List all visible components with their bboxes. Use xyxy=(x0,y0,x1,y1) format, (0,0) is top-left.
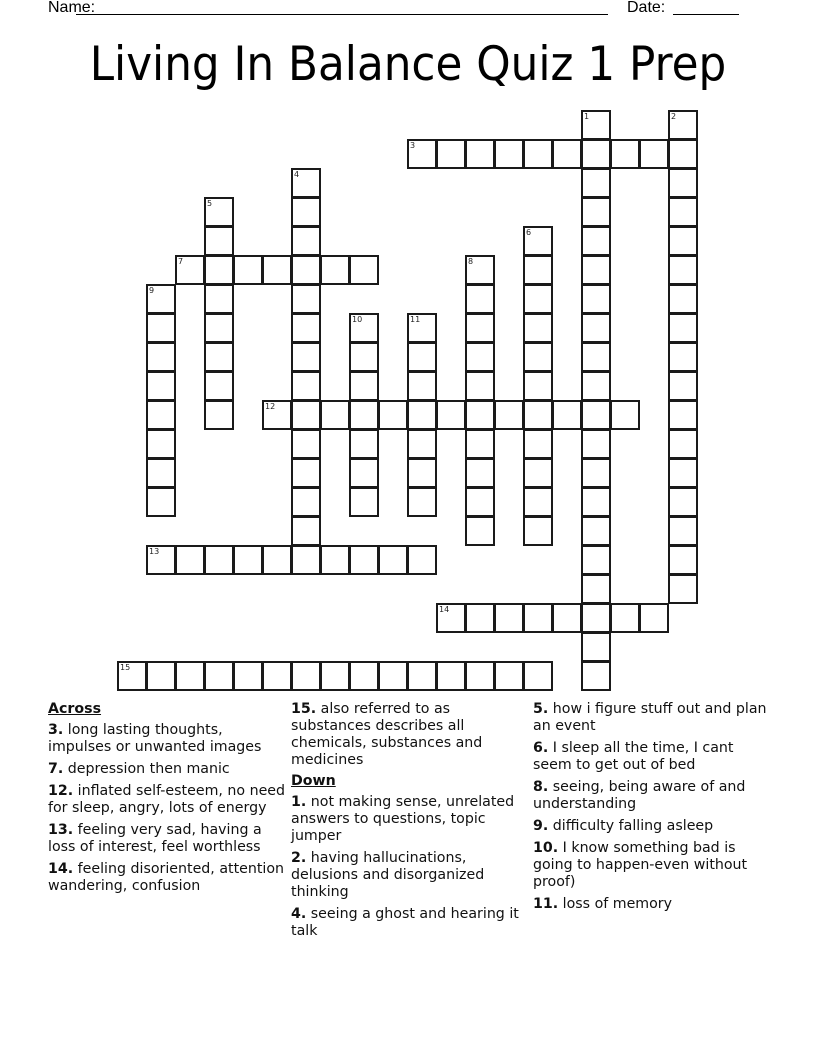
grid-cell[interactable] xyxy=(146,371,176,401)
grid-cell[interactable] xyxy=(465,139,495,169)
grid-cell[interactable] xyxy=(668,429,698,459)
grid-cell[interactable] xyxy=(291,313,321,343)
grid-cell[interactable] xyxy=(668,458,698,488)
grid-cell[interactable] xyxy=(581,632,611,662)
grid-cell[interactable] xyxy=(349,400,379,430)
grid-cell[interactable] xyxy=(233,545,263,575)
grid-cell[interactable] xyxy=(204,313,234,343)
grid-cell[interactable] xyxy=(581,661,611,691)
grid-cell[interactable] xyxy=(668,110,698,140)
grid-cell[interactable] xyxy=(349,255,379,285)
grid-cell[interactable] xyxy=(291,168,321,198)
grid-cell[interactable] xyxy=(407,342,437,372)
clue-down-2: 2. having hallucinations, delusions and disorganized thinking xyxy=(291,850,485,900)
grid-cell[interactable] xyxy=(523,313,553,343)
grid-cell[interactable] xyxy=(465,313,495,343)
grid-cell[interactable] xyxy=(349,487,379,517)
page-title: Living In Balance Quiz 1 Prep xyxy=(89,37,727,92)
grid-cell[interactable] xyxy=(668,226,698,256)
clues-column-1 xyxy=(48,701,288,900)
grid-cell[interactable] xyxy=(146,342,176,372)
clue-number-label: 8 xyxy=(468,257,474,266)
grid-cell[interactable] xyxy=(291,661,321,691)
grid-cell[interactable] xyxy=(146,313,176,343)
grid-cell[interactable] xyxy=(523,139,553,169)
clue-across-3: 3. long lasting thoughts, impulses or unwanted images xyxy=(48,722,262,755)
grid-cell[interactable] xyxy=(262,255,292,285)
grid-cell[interactable] xyxy=(407,545,437,575)
grid-cell[interactable] xyxy=(436,603,466,633)
date-field[interactable] xyxy=(673,14,739,15)
grid-cell[interactable] xyxy=(581,168,611,198)
name-field[interactable] xyxy=(76,14,608,15)
grid-cell[interactable] xyxy=(523,342,553,372)
grid-cell[interactable] xyxy=(494,139,524,169)
grid-cell[interactable] xyxy=(465,603,495,633)
clue-number-label: 1 xyxy=(584,112,590,121)
grid-cell[interactable] xyxy=(581,545,611,575)
grid-cell[interactable] xyxy=(581,603,611,633)
grid-cell[interactable] xyxy=(610,139,640,169)
grid-cell[interactable] xyxy=(610,603,640,633)
grid-cell[interactable] xyxy=(175,661,205,691)
clue-number-label: 4 xyxy=(294,170,300,179)
grid-cell[interactable] xyxy=(291,226,321,256)
grid-cell[interactable] xyxy=(581,197,611,227)
grid-cell[interactable] xyxy=(581,226,611,256)
grid-cell[interactable] xyxy=(523,371,553,401)
clue-down-9: 9. difficulty falling asleep xyxy=(533,818,714,834)
grid-cell[interactable] xyxy=(407,400,437,430)
grid-cell[interactable] xyxy=(291,458,321,488)
grid-cell[interactable] xyxy=(523,284,553,314)
crossword-grid xyxy=(117,110,698,691)
grid-cell[interactable] xyxy=(146,429,176,459)
grid-cell[interactable] xyxy=(465,516,495,546)
grid-cell[interactable] xyxy=(204,371,234,401)
grid-cell[interactable] xyxy=(204,342,234,372)
name-label: Name: xyxy=(48,0,96,16)
grid-cell[interactable] xyxy=(639,139,669,169)
grid-cell[interactable] xyxy=(378,400,408,430)
grid-cell[interactable] xyxy=(233,255,263,285)
grid-cell[interactable] xyxy=(610,400,640,430)
grid-cell[interactable] xyxy=(523,226,553,256)
grid-cell[interactable] xyxy=(407,458,437,488)
grid-cell[interactable] xyxy=(668,255,698,285)
grid-cell[interactable] xyxy=(320,400,350,430)
grid-cell[interactable] xyxy=(465,255,495,285)
grid-cell[interactable] xyxy=(668,574,698,604)
grid-cell[interactable] xyxy=(639,603,669,633)
grid-cell[interactable] xyxy=(494,400,524,430)
grid-cell[interactable] xyxy=(581,255,611,285)
grid-cell[interactable] xyxy=(581,313,611,343)
grid-cell[interactable] xyxy=(407,371,437,401)
grid-cell[interactable] xyxy=(291,516,321,546)
grid-cell[interactable] xyxy=(581,400,611,430)
grid-cell[interactable] xyxy=(378,545,408,575)
grid-cell[interactable] xyxy=(291,429,321,459)
grid-cell[interactable] xyxy=(523,255,553,285)
grid-cell[interactable] xyxy=(204,255,234,285)
grid-cell[interactable] xyxy=(291,371,321,401)
grid-cell[interactable] xyxy=(465,342,495,372)
clue-number-label: 14 xyxy=(439,605,450,614)
clue-number-label: 15 xyxy=(120,663,131,672)
grid-cell[interactable] xyxy=(262,400,292,430)
clue-number-label: 3 xyxy=(410,141,416,150)
grid-cell[interactable] xyxy=(146,400,176,430)
grid-cell[interactable] xyxy=(581,516,611,546)
grid-cell[interactable] xyxy=(407,429,437,459)
clue-number-label: 7 xyxy=(178,257,184,266)
grid-cell[interactable] xyxy=(668,545,698,575)
clue-down-5: 5. how i figure stuff out and plan an event xyxy=(533,701,767,734)
grid-cell[interactable] xyxy=(465,429,495,459)
clue-down-1: 1. not making sense, unrelated answers to questions, topic jumper xyxy=(291,794,515,844)
grid-cell[interactable] xyxy=(581,139,611,169)
grid-cell[interactable] xyxy=(465,487,495,517)
grid-cell[interactable] xyxy=(668,342,698,372)
grid-cell[interactable] xyxy=(407,139,437,169)
grid-cell[interactable] xyxy=(668,371,698,401)
grid-cell[interactable] xyxy=(465,371,495,401)
grid-cell[interactable] xyxy=(668,516,698,546)
grid-cell[interactable] xyxy=(581,284,611,314)
clue-number-label: 13 xyxy=(149,547,160,556)
grid-cell[interactable] xyxy=(494,661,524,691)
grid-cell[interactable] xyxy=(581,371,611,401)
grid-cell[interactable] xyxy=(262,661,292,691)
clue-across-13: 13. feeling very sad, having a loss of interest, feel worthless xyxy=(48,822,262,855)
grid-cell[interactable] xyxy=(349,342,379,372)
grid-cell[interactable] xyxy=(349,661,379,691)
clue-across-12: 12. inflated self-esteem, no need for sleep, angry, lots of energy xyxy=(48,783,286,816)
grid-cell[interactable] xyxy=(668,487,698,517)
grid-cell[interactable] xyxy=(204,284,234,314)
grid-cell[interactable] xyxy=(233,661,263,691)
grid-cell[interactable] xyxy=(465,458,495,488)
clue-across-7: 7. depression then manic xyxy=(48,761,230,777)
grid-cell[interactable] xyxy=(668,313,698,343)
grid-cell[interactable] xyxy=(291,487,321,517)
grid-cell[interactable] xyxy=(668,139,698,169)
grid-cell[interactable] xyxy=(523,487,553,517)
down-heading: Down xyxy=(291,773,336,789)
clue-across-15: 15. also referred to as substances describes all chemicals, substances and medicines xyxy=(291,701,483,768)
grid-cell[interactable] xyxy=(552,603,582,633)
clue-down-10: 10. I know something bad is going to happen-even without proof) xyxy=(533,840,748,890)
grid-cell[interactable] xyxy=(378,661,408,691)
grid-cell[interactable] xyxy=(465,661,495,691)
grid-cell[interactable] xyxy=(146,545,176,575)
clue-down-6: 6. I sleep all the time, I cant seem to get out of bed xyxy=(533,740,734,773)
across-heading: Across xyxy=(48,701,102,717)
grid-cell[interactable] xyxy=(291,284,321,314)
grid-cell[interactable] xyxy=(320,661,350,691)
grid-cell[interactable] xyxy=(581,110,611,140)
grid-cell[interactable] xyxy=(291,545,321,575)
grid-cell[interactable] xyxy=(320,545,350,575)
grid-cell[interactable] xyxy=(146,284,176,314)
grid-cell[interactable] xyxy=(581,429,611,459)
grid-cell[interactable] xyxy=(523,516,553,546)
grid-cell[interactable] xyxy=(436,400,466,430)
clue-down-4: 4. seeing a ghost and hearing it talk xyxy=(291,906,519,939)
grid-cell[interactable] xyxy=(523,661,553,691)
grid-cell[interactable] xyxy=(204,197,234,227)
grid-cell[interactable] xyxy=(204,545,234,575)
grid-cell[interactable] xyxy=(407,661,437,691)
grid-cell[interactable] xyxy=(494,603,524,633)
clue-number-label: 12 xyxy=(265,402,276,411)
grid-cell[interactable] xyxy=(523,429,553,459)
grid-cell[interactable] xyxy=(146,458,176,488)
grid-cell[interactable] xyxy=(523,458,553,488)
grid-cell[interactable] xyxy=(523,603,553,633)
grid-cell[interactable] xyxy=(204,661,234,691)
grid-cell[interactable] xyxy=(407,487,437,517)
clues-column-3 xyxy=(533,701,773,918)
grid-cell[interactable] xyxy=(291,197,321,227)
grid-cell[interactable] xyxy=(552,400,582,430)
clue-down-11: 11. loss of memory xyxy=(533,896,673,912)
grid-cell[interactable] xyxy=(349,545,379,575)
clues-column-2 xyxy=(291,701,531,945)
grid-cell[interactable] xyxy=(349,458,379,488)
grid-cell[interactable] xyxy=(436,139,466,169)
date-label: Date: xyxy=(627,0,666,16)
grid-cell[interactable] xyxy=(668,400,698,430)
grid-cell[interactable] xyxy=(175,255,205,285)
grid-cell[interactable] xyxy=(465,400,495,430)
grid-cell[interactable] xyxy=(552,139,582,169)
grid-cell[interactable] xyxy=(581,487,611,517)
worksheet-header xyxy=(0,0,816,20)
grid-cell[interactable] xyxy=(291,400,321,430)
grid-cell[interactable] xyxy=(407,313,437,343)
grid-cell[interactable] xyxy=(146,661,176,691)
grid-cell[interactable] xyxy=(204,400,234,430)
grid-cell[interactable] xyxy=(291,255,321,285)
clue-number-label: 2 xyxy=(671,112,677,121)
grid-cell[interactable] xyxy=(117,661,147,691)
grid-cell[interactable] xyxy=(204,226,234,256)
grid-cell[interactable] xyxy=(349,313,379,343)
grid-cell[interactable] xyxy=(668,284,698,314)
clue-across-14: 14. feeling disoriented, attention wandering, confusion xyxy=(48,861,285,894)
clue-number-label: 6 xyxy=(526,228,532,237)
grid-cell[interactable] xyxy=(349,429,379,459)
grid-cell[interactable] xyxy=(581,458,611,488)
clue-number-label: 9 xyxy=(149,286,155,295)
grid-cell[interactable] xyxy=(349,371,379,401)
grid-cell[interactable] xyxy=(523,400,553,430)
grid-cell[interactable] xyxy=(668,168,698,198)
grid-cell[interactable] xyxy=(581,342,611,372)
grid-cell[interactable] xyxy=(436,661,466,691)
grid-cell[interactable] xyxy=(581,574,611,604)
clue-number-label: 5 xyxy=(207,199,213,208)
clue-down-8: 8. seeing, being aware of and understanding xyxy=(533,779,746,812)
grid-cell[interactable] xyxy=(668,197,698,227)
grid-cell[interactable] xyxy=(146,487,176,517)
grid-cell[interactable] xyxy=(465,284,495,314)
grid-cell[interactable] xyxy=(262,545,292,575)
grid-cell[interactable] xyxy=(320,255,350,285)
clue-number-label: 11 xyxy=(410,315,421,324)
grid-cell[interactable] xyxy=(291,342,321,372)
clue-number-label: 10 xyxy=(352,315,363,324)
grid-cell[interactable] xyxy=(175,545,205,575)
